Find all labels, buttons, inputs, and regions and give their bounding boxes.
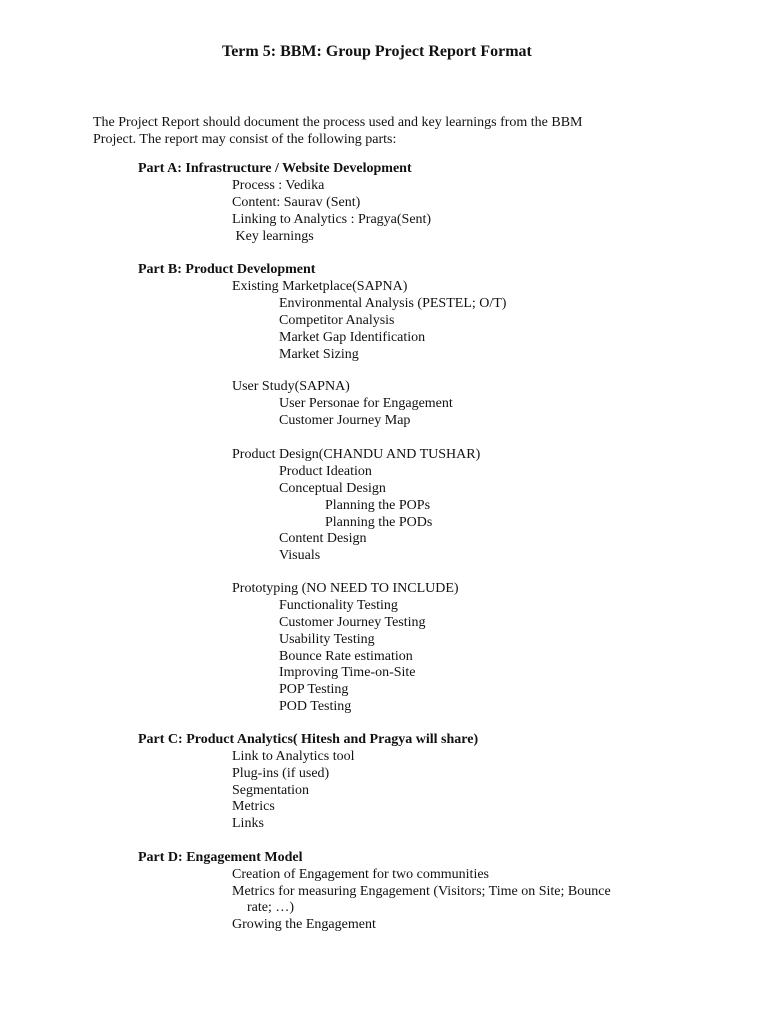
prototyping-item: Customer Journey Testing [279, 615, 426, 630]
part-a-item: Linking to Analytics : Pragya(Sent) [232, 212, 432, 227]
user-study-item: Customer Journey Map [279, 413, 411, 428]
existing-marketplace-item: Environmental Analysis (PESTEL; O/T) [279, 296, 507, 311]
existing-marketplace-item: Market Gap Identification [279, 330, 426, 345]
product-design-item: Product Ideation [279, 464, 372, 479]
prototyping-item: Functionality Testing [279, 598, 398, 613]
part-c-item: Metrics [232, 799, 275, 814]
part-c-item: Plug-ins (if used) [232, 766, 330, 781]
prototyping-item: Bounce Rate estimation [279, 649, 413, 664]
intro-line-1: The Project Report should document the process used and key learnings from the BBM [93, 115, 583, 130]
intro-line-2: Project. The report may consist of the following parts: [93, 132, 397, 147]
prototyping-label: Prototyping (NO NEED TO INCLUDE) [232, 581, 459, 596]
prototyping-item: POP Testing [279, 682, 349, 697]
part-c-item: Segmentation [232, 783, 309, 798]
product-design-item: Content Design [279, 531, 367, 546]
prototyping-item: POD Testing [279, 699, 352, 714]
part-a-item: Key learnings [232, 229, 314, 244]
product-design-label: Product Design(CHANDU AND TUSHAR) [232, 447, 481, 462]
product-design-sub-item: Planning the POPs [325, 498, 431, 513]
product-design-item: Visuals [279, 548, 321, 563]
part-d-item: Growing the Engagement [232, 917, 376, 932]
prototyping-item: Usability Testing [279, 632, 375, 647]
part-d-heading: Part D: Engagement Model [138, 850, 303, 865]
part-a-item: Process : Vedika [232, 178, 325, 193]
user-study-item: User Personae for Engagement [279, 396, 453, 411]
user-study-label: User Study(SAPNA) [232, 379, 350, 394]
part-d-item: Creation of Engagement for two communities [232, 867, 489, 882]
part-c-item: Link to Analytics tool [232, 749, 355, 764]
existing-marketplace-label: Existing Marketplace(SAPNA) [232, 279, 408, 294]
product-design-sub-item: Planning the PODs [325, 515, 433, 530]
part-d-item-continuation: rate; …) [247, 900, 295, 915]
part-c-item: Links [232, 816, 264, 831]
page-title: Term 5: BBM: Group Project Report Format [222, 43, 532, 60]
product-design-item: Conceptual Design [279, 481, 386, 496]
part-b-heading: Part B: Product Development [138, 262, 316, 277]
existing-marketplace-item: Competitor Analysis [279, 313, 395, 328]
part-a-heading: Part A: Infrastructure / Website Development [138, 161, 412, 176]
existing-marketplace-item: Market Sizing [279, 347, 359, 362]
part-c-heading: Part C: Product Analytics( Hitesh and Pragya will share) [138, 732, 479, 747]
prototyping-item: Improving Time-on-Site [279, 665, 416, 680]
part-d-item: Metrics for measuring Engagement (Visitors; Time on Site; Bounce [232, 884, 611, 899]
part-a-item: Content: Saurav (Sent) [232, 195, 361, 210]
